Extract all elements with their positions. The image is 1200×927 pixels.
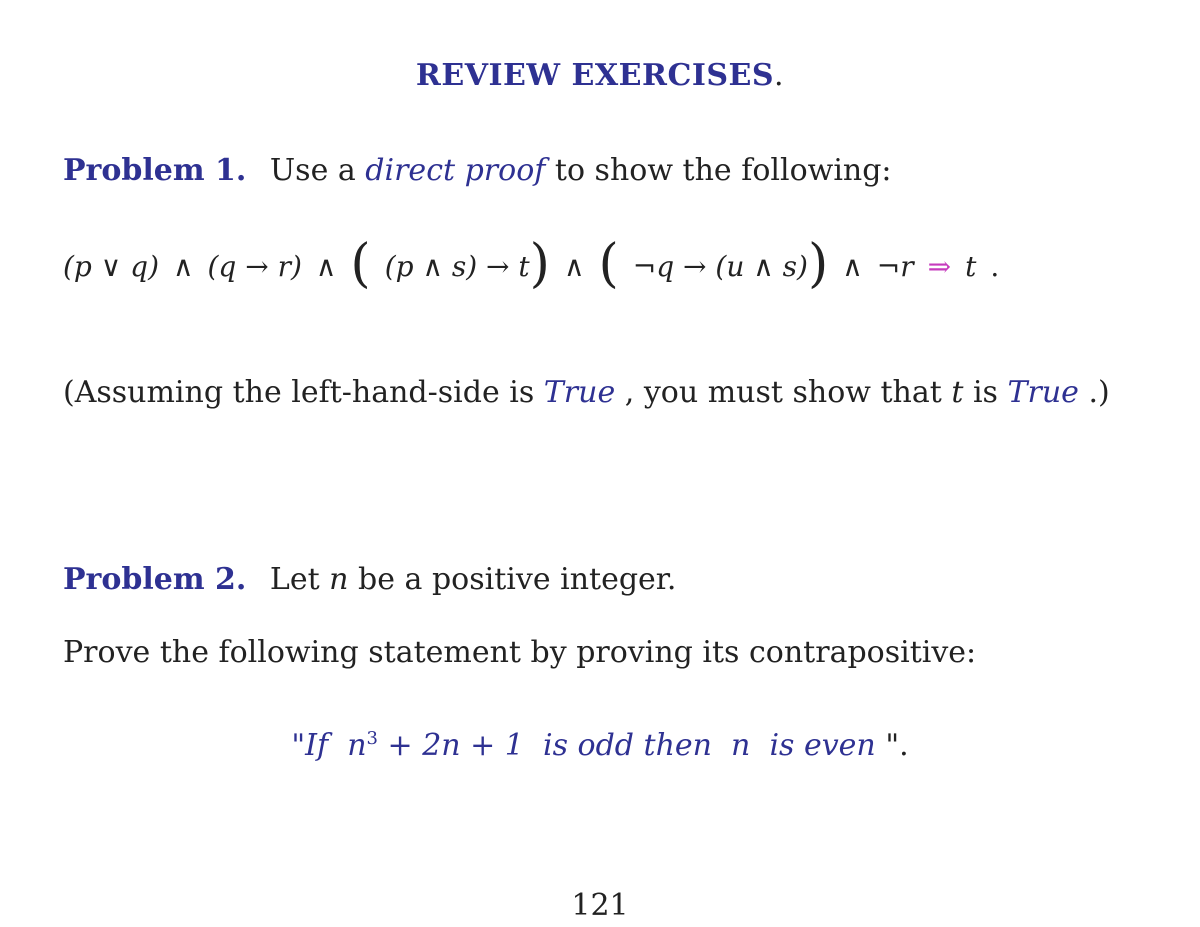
problem2-intro-var: n <box>329 562 349 597</box>
problem2-heading: Problem 2. <box>63 562 247 597</box>
statement-var: n <box>731 728 751 763</box>
note-var: t <box>951 375 964 410</box>
formula-big-paren-open-2: ( <box>598 234 619 294</box>
formula-conclusion: t <box>965 249 977 283</box>
note-true-2: True <box>1007 375 1079 410</box>
note-middle: , you must show that <box>624 375 942 410</box>
statement-close-quote: " <box>885 728 900 763</box>
formula-and4: ∧ <box>842 249 863 283</box>
note-suffix: .) <box>1088 375 1110 410</box>
problem2-intro-prefix: Let <box>269 562 320 597</box>
formula-big-paren-close-1: ) <box>529 234 550 294</box>
statement-if: If <box>305 728 329 763</box>
page-number: 121 <box>571 888 629 923</box>
statement-end-period: . <box>899 728 909 763</box>
note-true-1: True <box>543 375 616 410</box>
problem1-emphasis: direct proof <box>365 153 546 188</box>
statement-is-even: is even <box>769 728 876 763</box>
formula-and2: ∧ <box>315 249 337 283</box>
statement-open-quote: " <box>291 728 306 763</box>
note-prefix: (Assuming the left-hand-side is <box>63 375 535 410</box>
formula-term1: (p ∨ q) <box>63 249 159 283</box>
title-text: REVIEW EXERCISES <box>415 58 775 93</box>
problem1-intro-suffix: to show the following: <box>554 153 892 188</box>
formula-and3: ∧ <box>563 249 585 283</box>
statement-expr-exp: 3 <box>366 728 378 749</box>
note-is: is <box>972 375 998 410</box>
title-period: . <box>774 58 785 93</box>
problem2-instruction: Prove the following statement by proving its contrapositive: <box>63 635 977 670</box>
problem1-intro-prefix: Use a <box>269 153 356 188</box>
formula-term3: (p ∧ s) → t <box>384 249 530 283</box>
problem1-note <box>63 375 1110 410</box>
problem2-intro-suffix: be a positive integer. <box>358 562 677 597</box>
statement-expr-rest: + 2n + 1 <box>387 728 524 763</box>
formula-term5: ¬r <box>876 249 914 283</box>
formula-term2: (q → r) <box>207 249 302 283</box>
problem1-intro <box>63 153 892 188</box>
problem1-heading: Problem 1. <box>63 153 247 188</box>
problem2-intro <box>63 562 676 597</box>
formula-end-period: . <box>990 249 1000 283</box>
statement-is-odd-then: is odd then <box>542 728 712 763</box>
formula-term4: ¬q → (u ∧ s) <box>632 249 808 283</box>
problem1-formula <box>63 234 1000 294</box>
formula-big-paren-open-1: ( <box>350 234 371 294</box>
page-title <box>0 58 1200 93</box>
formula-implies: ⇒ <box>927 249 952 283</box>
statement-expr-base: n <box>347 728 367 763</box>
formula-big-paren-close-2: ) <box>807 234 829 294</box>
formula-and1: ∧ <box>173 249 194 283</box>
problem2-statement <box>0 728 1200 763</box>
